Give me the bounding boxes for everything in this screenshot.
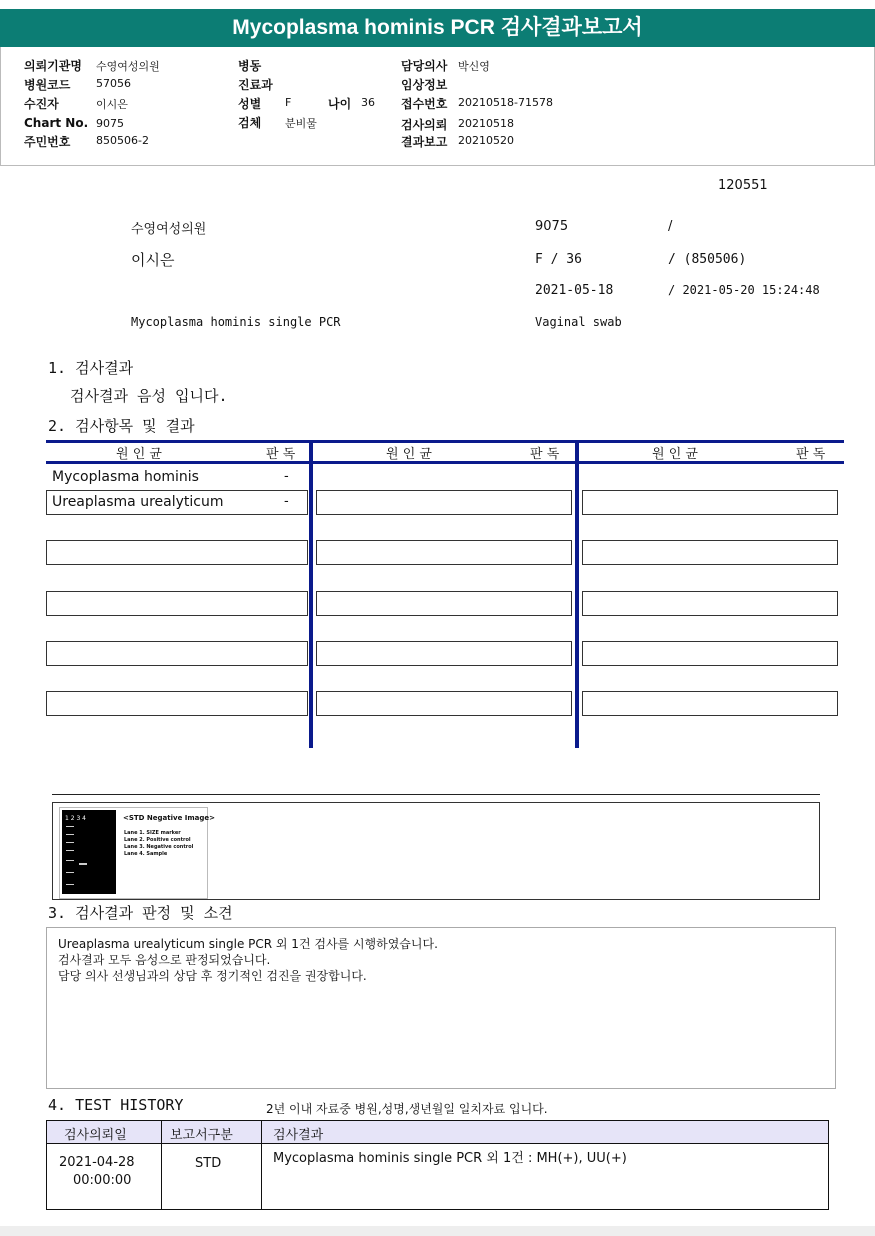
result-cell bbox=[316, 540, 572, 565]
section3-title: 3. 검사결과 판정 및 소견 bbox=[48, 904, 233, 922]
chart-label: Chart No. bbox=[24, 116, 89, 130]
result-cell bbox=[316, 641, 572, 666]
result-cell bbox=[46, 540, 308, 565]
age-label: 나이 bbox=[328, 97, 352, 111]
info-rrn: / (850506) bbox=[668, 252, 747, 267]
patient-value: 이시은 bbox=[96, 98, 128, 111]
history-col-divider bbox=[161, 1121, 162, 1209]
sex-label: 성별 bbox=[238, 97, 262, 111]
history-result: Mycoplasma hominis single PCR 외 1건 : MH(+), UU(+) bbox=[273, 1151, 627, 1166]
result-cell bbox=[316, 490, 572, 515]
section1-title: 1. 검사결과 bbox=[48, 359, 134, 377]
info-hospital: 수영여성의원 bbox=[131, 222, 207, 237]
code-value: 57056 bbox=[96, 77, 131, 90]
result-cell bbox=[316, 591, 572, 616]
rrn-value: 850506-2 bbox=[96, 134, 149, 147]
clinical-label: 임상정보 bbox=[401, 78, 448, 92]
result-cell bbox=[582, 591, 838, 616]
gel-title: <STD Negative Image> bbox=[123, 814, 216, 822]
history-type: STD bbox=[195, 1156, 222, 1171]
report-value: 20210520 bbox=[458, 134, 514, 147]
result-cell bbox=[582, 641, 838, 666]
specimen-value: 분비물 bbox=[285, 117, 317, 130]
info-patient-name: 이시은 bbox=[131, 251, 175, 269]
receipt-label: 접수번호 bbox=[401, 97, 448, 111]
request-value: 20210518 bbox=[458, 117, 514, 130]
result-cell bbox=[46, 641, 308, 666]
result-cell bbox=[582, 540, 838, 565]
col-header-organism: 원 인 균 bbox=[116, 447, 162, 462]
section1-result: 검사결과 음성 입니다. bbox=[70, 387, 228, 405]
history-header-date: 검사의뢰일 bbox=[64, 1128, 127, 1143]
doctor-value: 박신영 bbox=[458, 60, 490, 73]
patient-label: 수진자 bbox=[24, 97, 59, 111]
history-date: 2021-04-28 bbox=[59, 1155, 135, 1170]
specimen-label: 검체 bbox=[238, 116, 262, 130]
table-divider-1 bbox=[309, 440, 313, 748]
gel-lanes-image bbox=[62, 810, 116, 894]
result-cell bbox=[316, 691, 572, 716]
organism-name: Ureaplasma urealyticum bbox=[52, 494, 224, 510]
gel-lane-label: Lane 2. Positive control bbox=[124, 837, 191, 843]
result-cell bbox=[582, 691, 838, 716]
info-slash: / bbox=[668, 219, 673, 234]
ward-label: 병동 bbox=[238, 59, 262, 73]
age-value: 36 bbox=[361, 96, 375, 109]
gel-lane-numbers: 1 2 3 4 bbox=[65, 815, 86, 822]
col-header-result: 판 독 bbox=[796, 447, 826, 462]
col-header-result: 판 독 bbox=[266, 447, 296, 462]
info-test-name: Mycoplasma hominis single PCR bbox=[131, 315, 341, 329]
doc-number: 120551 bbox=[718, 178, 768, 193]
chart-value: 9075 bbox=[96, 117, 124, 130]
footer-bar bbox=[0, 1226, 875, 1236]
result-cell bbox=[46, 691, 308, 716]
history-note: 2년 이내 자료중 병원,성명,생년월일 일치자료 입니다. bbox=[266, 1102, 548, 1116]
table-header-rule bbox=[46, 461, 844, 464]
opinion-line: Ureaplasma urealyticum single PCR 외 1건 검사를 시행하였습니다. bbox=[58, 937, 438, 951]
dept-label: 진료과 bbox=[238, 78, 273, 92]
divider-line bbox=[52, 794, 820, 795]
info-sex-age: F / 36 bbox=[535, 252, 582, 267]
history-header-result: 검사결과 bbox=[273, 1128, 324, 1143]
table-top-rule bbox=[46, 440, 844, 443]
col-header-organism: 원 인 균 bbox=[386, 447, 432, 462]
info-request-date: 2021-05-18 bbox=[535, 283, 614, 298]
history-header-type: 보고서구분 bbox=[170, 1128, 233, 1143]
gel-image bbox=[59, 807, 216, 899]
rrn-label: 주민번호 bbox=[24, 135, 71, 149]
col-header-organism: 원 인 균 bbox=[652, 447, 698, 462]
hospital-value: 수영여성의원 bbox=[96, 60, 160, 73]
opinion-line: 담당 의사 선생님과의 상담 후 정기적인 검진을 권장합니다. bbox=[58, 969, 367, 983]
request-label: 검사의뢰 bbox=[401, 118, 448, 132]
organism-result: - bbox=[284, 494, 289, 509]
result-cell bbox=[46, 591, 308, 616]
col-header-result: 판 독 bbox=[530, 447, 560, 462]
section4-title: 4. TEST HISTORY bbox=[48, 1096, 184, 1114]
doctor-label: 담당의사 bbox=[401, 59, 448, 73]
report-label: 결과보고 bbox=[401, 135, 448, 149]
section2-title: 2. 검사항목 및 결과 bbox=[48, 417, 195, 435]
hospital-label: 의뢰기관명 bbox=[24, 59, 82, 73]
organism-result: - bbox=[284, 469, 289, 484]
gel-lane-label: Lane 3. Negative control bbox=[124, 844, 194, 850]
code-label: 병원코드 bbox=[24, 78, 71, 92]
info-chart-no: 9075 bbox=[535, 219, 569, 234]
info-specimen: Vaginal swab bbox=[535, 315, 622, 329]
history-col-divider bbox=[261, 1121, 262, 1209]
result-cell bbox=[582, 490, 838, 515]
organism-name: Mycoplasma hominis bbox=[52, 469, 199, 485]
sex-value: F bbox=[285, 96, 292, 109]
history-time: 00:00:00 bbox=[73, 1173, 132, 1188]
table-divider-2 bbox=[575, 440, 579, 748]
gel-lane-label: Lane 1. SIZE marker bbox=[124, 830, 181, 836]
gel-lane-label: Lane 4. Sample bbox=[124, 851, 168, 857]
opinion-line: 검사결과 모두 음성으로 판정되었습니다. bbox=[58, 953, 271, 967]
history-header-row bbox=[47, 1121, 828, 1144]
info-report-datetime: / 2021-05-20 15:24:48 bbox=[668, 283, 820, 297]
receipt-value: 20210518-71578 bbox=[458, 96, 553, 109]
report-title: Mycoplasma hominis PCR 검사결과보고서 bbox=[0, 9, 875, 47]
